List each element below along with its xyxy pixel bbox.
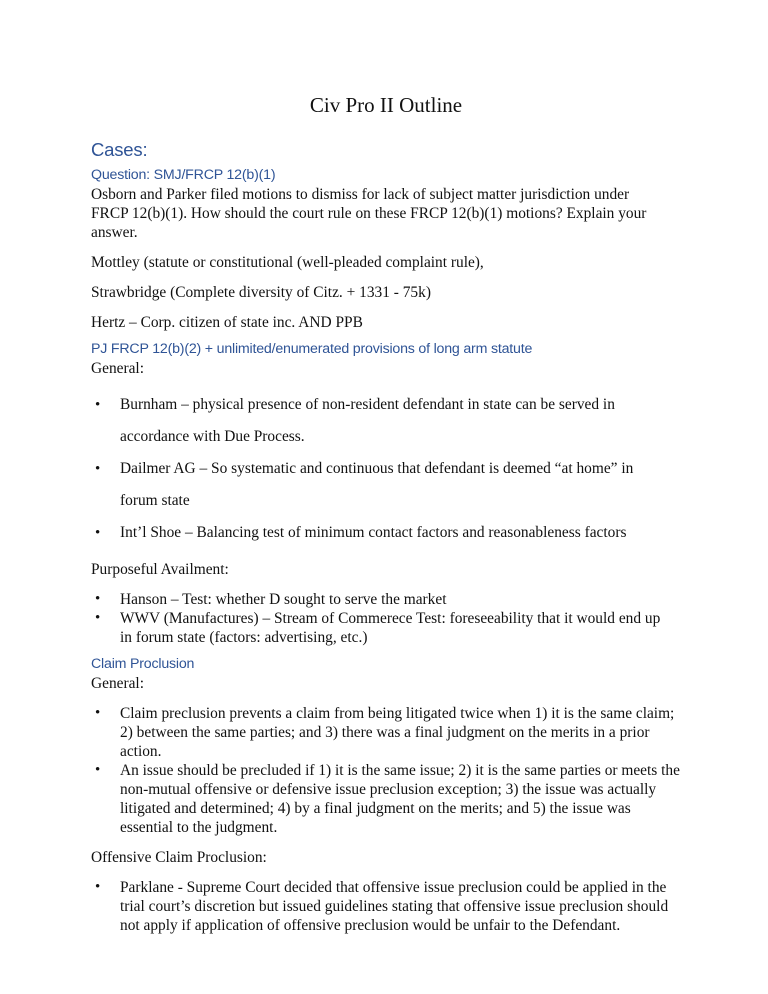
heading-cases: Cases: <box>91 139 148 160</box>
pj-availment-label: Purposeful Availment: <box>91 561 229 578</box>
section-heading-claim-preclusion: Claim Proclusion <box>91 656 195 672</box>
pj-general-label: General: <box>91 360 144 377</box>
list-item: • Burnham – physical presence of non-resident defendant in state can be served in accordance with Due Process. <box>120 389 655 453</box>
pj-general-list <box>91 389 655 549</box>
offensive-claim-list <box>91 878 680 935</box>
offensive-claim-label: Offensive Claim Proclusion: <box>91 849 267 866</box>
list-item: • Hanson – Test: whether D sought to serve the market <box>120 590 675 609</box>
smj-paragraph-hertz: Hertz – Corp. citizen of state inc. AND PPB <box>91 314 363 331</box>
smj-question: Osborn and Parker filed motions to dismiss for lack of subject matter jurisdiction under FRCP 12(b)(1). How should the court rule on these FRCP 12(b)(1) motions? Explain your answer. <box>91 186 647 241</box>
section-heading-pj: PJ FRCP 12(b)(2) + unlimited/enumerated provisions of long arm statute <box>91 341 533 357</box>
section-heading-smj: Question: SMJ/FRCP 12(b)(1) <box>91 167 276 183</box>
smj-paragraph-mottley: Mottley (statute or constitutional (well-pleaded complaint rule), <box>91 254 484 271</box>
list-item: • Int’l Shoe – Balancing test of minimum contact factors and reasonableness factors <box>120 517 655 549</box>
list-item: • Parklane - Supreme Court decided that offensive issue preclusion could be applied in the trial court’s discretion but issued guidelines stating that offensive issue preclusion should not apply if application of offensive preclusion would be unfair to the Defendant. <box>120 878 680 935</box>
list-item: • An issue should be precluded if 1) it is the same issue; 2) it is the same parties or meets the non-mutual offensive or defensive issue preclusion exception; 3) the issue was actually litigated and determined; 4) by a final judgment on the merits; and 5) the issue was essential to the judgment. <box>120 761 680 837</box>
smj-paragraph-strawbridge: Strawbridge (Complete diversity of Citz. + 1331 - 75k) <box>91 284 431 301</box>
pj-availment-list <box>91 590 675 647</box>
claim-general-list <box>91 704 680 837</box>
claim-general-label: General: <box>91 675 144 692</box>
list-item: • WWV (Manufactures) – Stream of Commerece Test: foreseeability that it would end up in forum state (factors: advertising, etc.) <box>120 609 675 647</box>
list-item: • Claim preclusion prevents a claim from being litigated twice when 1) it is the same claim; 2) between the same parties; and 3) there was a final judgment on the merits in a prior action. <box>120 704 680 761</box>
document-title: Civ Pro II Outline <box>309 93 463 117</box>
document-body <box>91 92 681 946</box>
list-item: • Dailmer AG – So systematic and continuous that defendant is deemed “at home” in forum state <box>120 453 655 517</box>
